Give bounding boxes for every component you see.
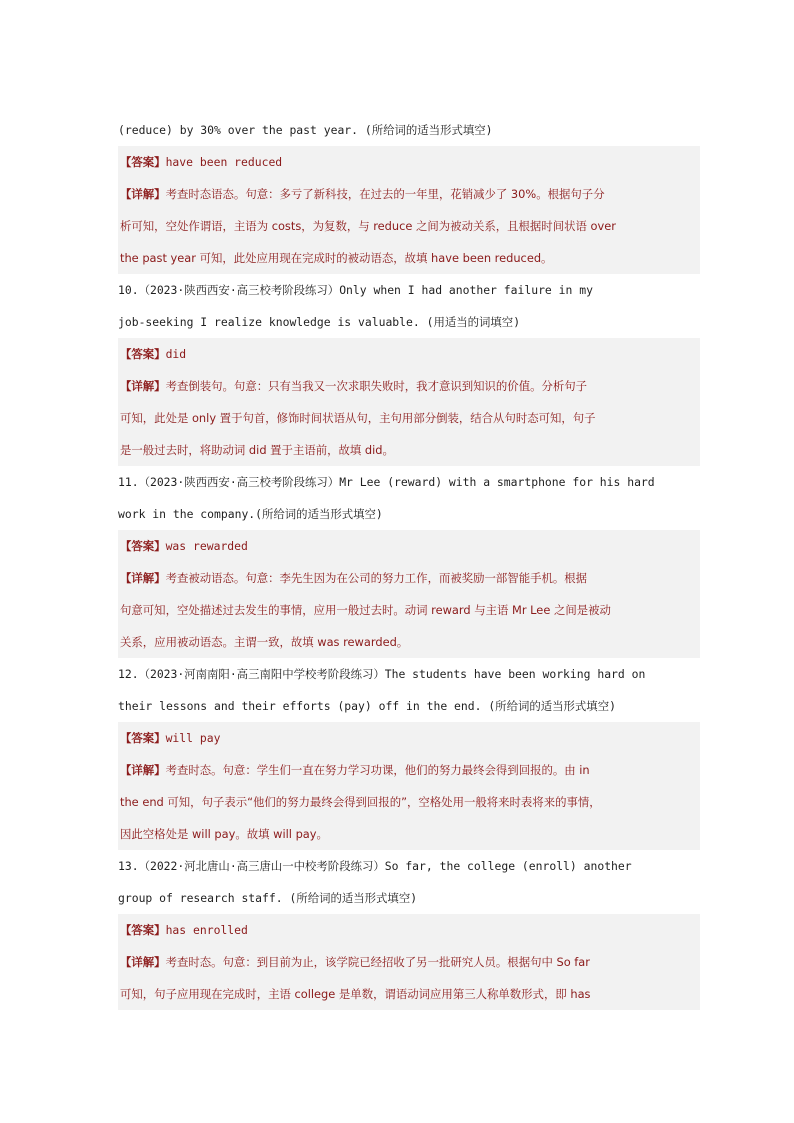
detail-line	[118, 434, 700, 466]
detail-text: 关系，应用被动语态。主谓一致，故填 was rewarded。	[120, 635, 409, 649]
answer-line	[118, 914, 700, 946]
detail-line	[118, 978, 700, 1010]
detail-text: 析可知，空处作谓语，主语为 costs，为复数，与 reduce 之间为被动关系，且根据时间状语 over	[120, 219, 616, 233]
detail-text: 句意可知，空处描述过去发生的事情，应用一般过去时。动词 reward 与主语 Mr Lee 之间是被动	[120, 603, 611, 617]
answer-block	[118, 722, 700, 850]
detail-line	[118, 818, 700, 850]
detail-line	[118, 210, 700, 242]
answer-line	[118, 722, 700, 754]
answer-tag: 【答案】	[120, 923, 166, 937]
detail-tag: 【详解】	[120, 379, 166, 393]
question-line: 13.（2022·河北唐山·高三唐山一中校考阶段练习）So far, the college (enroll) another	[118, 859, 632, 873]
question-line: job-seeking I realize knowledge is valuable. (用适当的词填空)	[118, 315, 521, 329]
answer-block	[118, 914, 700, 1010]
answer-block	[118, 530, 700, 658]
detail-text: 考查时态。句意：到目前为止，该学院已经招收了另一批研究人员。根据句中 So far	[165, 955, 590, 969]
detail-tag: 【详解】	[120, 571, 166, 585]
detail-line	[118, 242, 700, 274]
answer-block	[118, 146, 700, 274]
question-line: 12.（2023·河南南阳·高三南阳中学校考阶段练习）The students have been working hard on	[118, 667, 646, 681]
detail-line	[118, 754, 700, 786]
exercise-item	[118, 114, 700, 274]
detail-line	[118, 786, 700, 818]
answer-block	[118, 338, 700, 466]
detail-text: 考查时态语态。句意：多亏了新科技，在过去的一年里，花销减少了 30%。根据句子分	[165, 187, 605, 201]
question-line: (reduce) by 30% over the past year. (所给词的适当形式填空)	[118, 123, 493, 137]
detail-tag: 【详解】	[120, 187, 166, 201]
answer-text: have been reduced	[165, 155, 283, 169]
detail-line	[118, 946, 700, 978]
question-line: work in the company.(所给词的适当形式填空)	[118, 507, 383, 521]
question-line: 10.（2023·陕西西安·高三校考阶段练习）Only when I had another failure in my	[118, 283, 593, 297]
detail-line	[118, 562, 700, 594]
detail-line	[118, 594, 700, 626]
detail-text: 考查倒装句。句意：只有当我又一次求职失败时，我才意识到知识的价值。分析句子	[165, 379, 588, 393]
answer-text: was rewarded	[165, 539, 248, 553]
exercise-item	[118, 658, 700, 850]
detail-line	[118, 178, 700, 210]
detail-text: the past year 可知，此处应用现在完成时的被动语态，故填 have been reduced。	[120, 251, 553, 265]
answer-line	[118, 338, 700, 370]
question-line: group of research staff. (所给词的适当形式填空)	[118, 891, 418, 905]
answer-tag: 【答案】	[120, 539, 166, 553]
exercise-item	[118, 850, 700, 1010]
detail-text: 因此空格处是 will pay。故填 will pay。	[120, 827, 328, 841]
detail-line	[118, 402, 700, 434]
detail-tag: 【详解】	[120, 955, 166, 969]
detail-text: 是一般过去时，将助动词 did 置于主语前，故填 did。	[120, 443, 394, 457]
answer-text: did	[165, 347, 187, 361]
detail-text: 考查时态。句意：学生们一直在努力学习功课，他们的努力最终会得到回报的。由 in	[165, 763, 590, 777]
detail-text: 可知，句子应用现在完成时，主语 college 是单数，谓语动词应用第三人称单数形式，即 has	[120, 987, 591, 1001]
answer-line	[118, 530, 700, 562]
answer-line	[118, 146, 700, 178]
detail-text: 考查被动语态。句意：李先生因为在公司的努力工作，而被奖励一部智能手机。根据	[165, 571, 588, 585]
answer-tag: 【答案】	[120, 155, 166, 169]
exercise-list	[118, 114, 700, 1010]
answer-text: will pay	[165, 731, 221, 745]
detail-text: the end 可知，句子表示“他们的努力最终会得到回报的”，空格处用一般将来时表将来的事情，	[120, 795, 601, 809]
detail-line	[118, 626, 700, 658]
exercise-item	[118, 466, 700, 658]
answer-text: has enrolled	[165, 923, 248, 937]
detail-line	[118, 370, 700, 402]
answer-tag: 【答案】	[120, 731, 166, 745]
question-line: 11.（2023·陕西西安·高三校考阶段练习）Mr Lee (reward) with a smartphone for his hard	[118, 475, 655, 489]
detail-tag: 【详解】	[120, 763, 166, 777]
exercise-item	[118, 274, 700, 466]
answer-tag: 【答案】	[120, 347, 166, 361]
question-line: their lessons and their efforts (pay) off in the end. (所给词的适当形式填空)	[118, 699, 616, 713]
detail-text: 可知，此处是 only 置于句首，修饰时间状语从句，主句用部分倒装，结合从句时态可知，句子	[120, 411, 596, 425]
